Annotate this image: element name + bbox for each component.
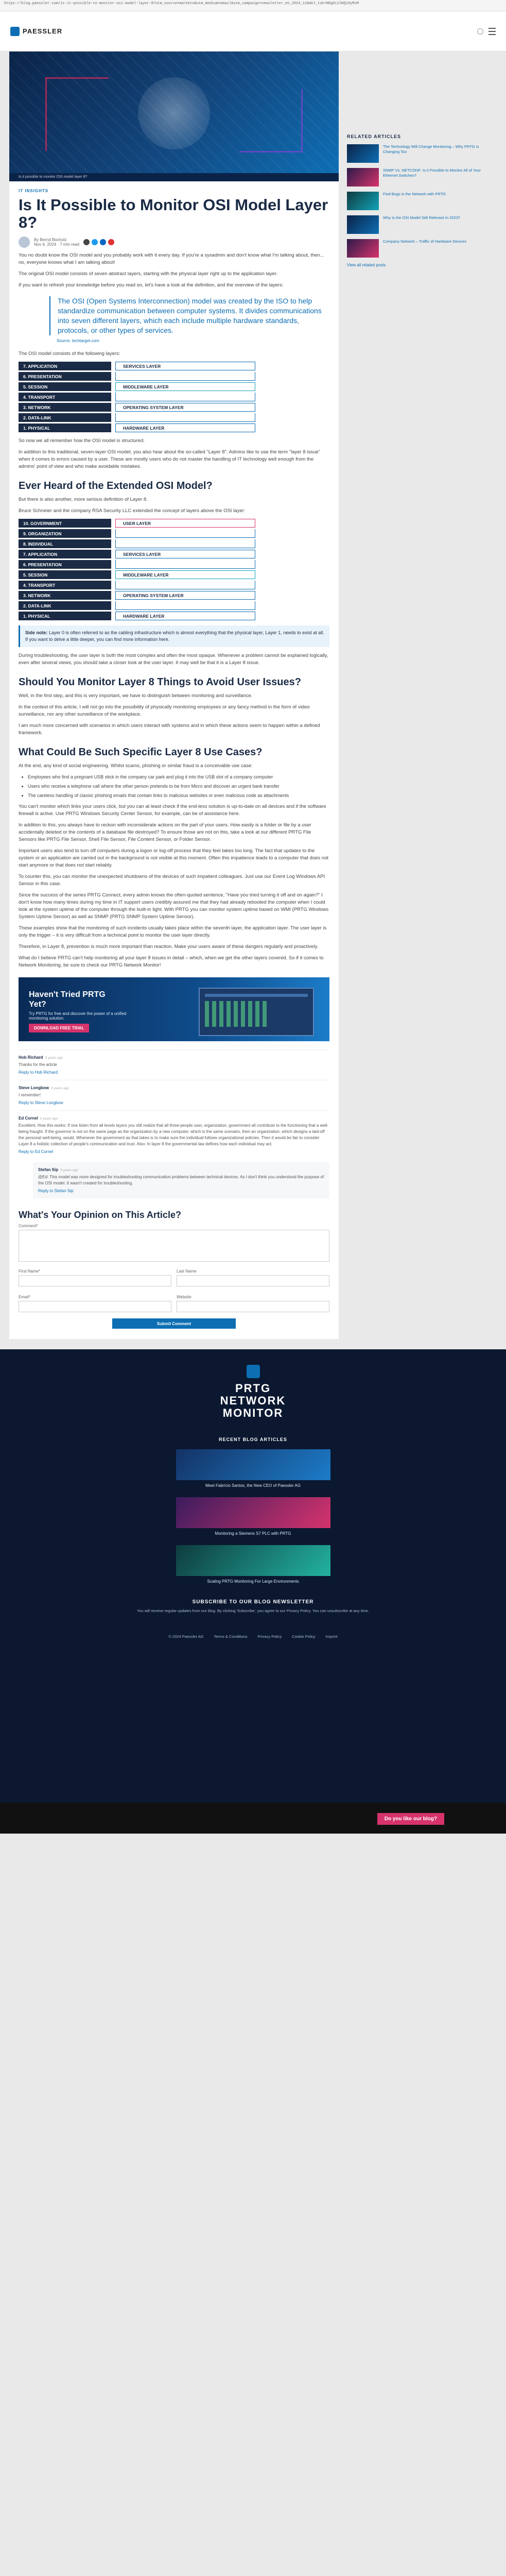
osi-layer-label: 1. PHYSICAL xyxy=(19,423,111,432)
copyright: © 2024 Paessler AG xyxy=(168,1634,204,1639)
monitor-paragraph: In the context of this article, I will not go into the possibility of physically monitoring employees or any fancy method in the form of video surveillance, nor any other surveillance of the workplace. xyxy=(19,704,310,717)
recent-post-title[interactable]: Scaling PRTG Monitoring For Large Environments xyxy=(207,1579,299,1584)
osi-row xyxy=(19,519,255,528)
related-article[interactable] xyxy=(347,144,496,163)
cta-bar xyxy=(0,1803,506,1834)
osi-group-label: HARDWARE LAYER xyxy=(115,423,255,432)
paessler-logo[interactable] xyxy=(10,27,62,36)
comment-form-title: What's Your Opinion on This Article? xyxy=(19,1210,181,1220)
header-actions xyxy=(477,28,496,35)
osi-group-label: MIDDLEWARE LAYER xyxy=(115,382,255,391)
use-cases-paragraph: Therefore, in Layer 8, prevention is much more important than reaction. Make your users aware of these dangers regularly and proactively. xyxy=(19,944,319,950)
osi-row xyxy=(19,362,255,370)
recent-post[interactable] xyxy=(176,1497,330,1536)
recent-post-title[interactable]: Monitoring a Siemens S7 PLC with PRTG xyxy=(215,1531,291,1536)
comment-time: 3 years ago xyxy=(40,1117,58,1121)
side-note-label: Side note: xyxy=(25,630,48,635)
subscribe-text: You will receive regular updates from our blog. By clicking 'Subscribe', you agree to our Privacy Policy. You can unsubscribe at any time. xyxy=(136,1608,369,1613)
use-cases-paragraph: What do I believe PRTG can't help monitoring all your layer 8 issues in detail – which, when we get the other layers covered. So if it comes to Network Monitoring, be sure to check our PRTG Network Monitor! xyxy=(19,955,324,968)
osi-group-label xyxy=(115,413,255,422)
use-cases-paragraph: These examples show that the monitoring of such incidents usually takes place within the seventh layer, the application layer. The user layer is only the trigger – it is very difficult from a technical point to monitor the user layer directly. xyxy=(19,925,327,938)
footer-links xyxy=(0,1634,506,1639)
article xyxy=(9,52,339,1339)
osi-group-label: OPERATING SYSTEM LAYER xyxy=(115,403,255,412)
view-all-related-link[interactable]: View all related posts xyxy=(347,263,386,267)
related-article-thumbnail xyxy=(347,168,379,187)
osi-row xyxy=(19,570,255,579)
related-article-title[interactable]: Company Network – Traffic of Hardware Devices xyxy=(383,239,467,244)
article-date: Nov 6, 2024 · 7 min read xyxy=(34,242,80,247)
related-article-title[interactable]: Find Bugs in the Network with PRTG xyxy=(383,192,446,196)
monitor-paragraph: Well, in the first step, and this is very important, we have to distinguish between monitoring and surveillance. xyxy=(19,693,253,699)
article-category[interactable]: IT INSIGHTS xyxy=(19,189,49,193)
comment-author xyxy=(19,1116,329,1121)
osi-group-label: USER LAYER xyxy=(115,519,255,528)
side-note-text: Layer 0 is often referred to as the cabling infrastructure which is almost everything that the physical layer, Layer 1, needs to exist at all. If you want to delve a little deeper, you can find more information here. xyxy=(25,630,324,642)
use-cases-list xyxy=(28,774,329,799)
submit-comment-button[interactable]: Submit Comment xyxy=(112,1318,236,1329)
last-name-label: Last Name xyxy=(177,1269,197,1274)
page-wrapper xyxy=(0,52,506,1339)
recent-post-thumbnail xyxy=(176,1545,330,1576)
share-icons xyxy=(83,239,114,245)
osi-layer-label: 3. NETWORK xyxy=(19,403,111,412)
menu-icon[interactable] xyxy=(488,28,496,35)
osi-layer-label: 3. NETWORK xyxy=(19,591,111,600)
comments-section xyxy=(19,1049,329,1198)
osi-intro: The OSI model consists of the following layers: xyxy=(19,351,120,357)
use-cases-heading: What Could Be Such Specific Layer 8 Use Cases? xyxy=(19,747,263,758)
related-article-thumbnail xyxy=(347,239,379,258)
intro-paragraph: The original OSI model consists of seven abstract layers, starting with the physical layer right up to the application layer. xyxy=(19,271,278,277)
comment-author-name: Stefan Sip xyxy=(38,1167,59,1172)
osi-layer-label: 9. ORGANIZATION xyxy=(19,529,111,538)
email-input[interactable] xyxy=(19,1301,171,1312)
hero-caption: Is it possible to monitor OSI model layer 8? xyxy=(9,173,339,181)
monitor-heading: Should You Monitor Layer 8 Things to Avoid User Issues? xyxy=(19,676,301,688)
comment-time: 3 years ago xyxy=(45,1056,63,1060)
download-trial-button[interactable]: DOWNLOAD FREE TRIAL xyxy=(29,1024,89,1032)
reply-link[interactable]: Reply to Hob Richard xyxy=(19,1070,58,1075)
use-cases-paragraph: At the end, any kind of social engineering. Whilst scams, phishing or similar fraud is a conceivable use case: xyxy=(19,763,253,769)
use-cases-paragraph: In addition to this, you always have to reckon with inconsiderate actions on the part of your users. How easily is a folder or file by a user accidentally deleted or the contents of a database file destroyed? To ensure those are not on this, take a look at our different PRTG File Sensors like PRTG File Sensor, Shell File Sensor, File Content Sensor, or Folder Sensor. xyxy=(19,822,311,842)
comment-author-name: Steve Longbow xyxy=(19,1086,49,1090)
related-article[interactable] xyxy=(347,192,496,210)
email-share-icon[interactable] xyxy=(83,239,90,245)
site-footer xyxy=(0,1349,506,1803)
extended-paragraph: But there is also another, more serious definition of Layer 8. xyxy=(19,497,148,502)
recent-post-thumbnail xyxy=(176,1449,330,1480)
footer-logo-line: MONITOR xyxy=(222,1406,284,1419)
prtg-logo-icon xyxy=(247,1365,260,1378)
comment-form-fields xyxy=(19,1266,329,1312)
twitter-share-icon[interactable] xyxy=(92,239,98,245)
osi-group-label xyxy=(115,581,255,589)
author-avatar xyxy=(19,236,30,248)
banner-subtitle: Try PRTG for free and discover the power of a unified monitoring solution. xyxy=(29,1011,127,1021)
website-label: Website xyxy=(177,1295,191,1299)
recent-post-title[interactable]: Meet Fabrício Santos, the New CEO of Paessler AG xyxy=(205,1483,301,1488)
sidebar xyxy=(347,52,496,1339)
reply-link[interactable]: Reply to Stefan Sip xyxy=(38,1189,74,1193)
comment-time: 3 years ago xyxy=(60,1168,78,1172)
reply-link[interactable]: Reply to Ed Cornel xyxy=(19,1149,54,1154)
osi-row xyxy=(19,393,255,401)
site-header xyxy=(0,11,506,52)
related-article-title[interactable]: SNMP Vs. NETCONF: Is it Possible to Monitor All of Your Ethernet Switches? xyxy=(383,168,481,178)
recent-post[interactable] xyxy=(176,1449,330,1488)
paessler-logo-icon xyxy=(10,27,20,36)
author-row xyxy=(19,236,329,248)
comment-body: Thanks for the article xyxy=(19,1062,57,1067)
recent-post[interactable] xyxy=(176,1545,330,1584)
side-note xyxy=(19,625,329,647)
osi-group-label xyxy=(115,529,255,538)
osi-row xyxy=(19,550,255,558)
osi-row xyxy=(19,413,255,422)
linkedin-share-icon[interactable] xyxy=(100,239,106,245)
list-item: • Employees who find a pregnant USB stick in the company car park and plug it into the USB slot of a company computer xyxy=(28,774,329,781)
osi-group-label: MIDDLEWARE LAYER xyxy=(115,570,255,579)
osi-group-label: HARDWARE LAYER xyxy=(115,612,255,620)
monitor-paragraph: I am much more concerned with scenarios in which users interact with systems and in which these actions seem to happen within a defined framework. xyxy=(19,723,320,736)
comment-body: @Ed: This model was more designed for troubleshooting communication problems between technical devices. As I don't think you understood the purpose of the OSI model. It wasn't created for troubleshooting. xyxy=(38,1175,324,1185)
related-article[interactable] xyxy=(347,168,496,187)
comment-textarea[interactable] xyxy=(19,1230,329,1262)
comment-author xyxy=(19,1055,329,1060)
osi-group-label xyxy=(115,560,255,569)
first-name-input[interactable] xyxy=(19,1275,171,1286)
subscribe-title: SUBSCRIBE TO OUR BLOG NEWSLETTER xyxy=(192,1599,314,1605)
osi-group-label: SERVICES LAYER xyxy=(115,362,255,370)
comment-label: Comment* xyxy=(19,1224,38,1228)
osi-row xyxy=(19,403,255,412)
imprint-link[interactable]: Imprint xyxy=(325,1634,338,1639)
osi-layer-label: 4. TRANSPORT xyxy=(19,581,111,589)
intro-paragraph: If you want to refresh your knowledge before you read on, let's have a look at the definition, and the overview of the layers: xyxy=(19,282,284,288)
osi-layer-label: 8. INDIVIDUAL xyxy=(19,539,111,548)
comment-author-name: Ed Cornel xyxy=(19,1116,38,1121)
list-item: • Users who receive a telephone call where the other person pretends to be from Micro and discover an urgent bank transfer xyxy=(28,783,329,790)
intro-paragraph: You no doubt know the OSI model and you probably work with it every day. If you're a sysadmin and don't know what I'm talking about, then... no, everyone knows what I am talking about! xyxy=(19,252,324,265)
pull-quote: The OSI (Open Systems Interconnection) model was created by the ISO to help standardize communication between computer systems. It divides communications into seven different layers, which each include multiple hardware standards, protocols, or other types of services. xyxy=(49,296,329,335)
osi-row xyxy=(19,601,255,610)
osi-row xyxy=(19,612,255,620)
comment xyxy=(19,1080,329,1110)
osi-layer-label: 5. SESSION xyxy=(19,382,111,391)
comment-author xyxy=(38,1167,324,1172)
author-name[interactable]: By Bernd Bocholz xyxy=(34,238,67,242)
osi-layer-label: 1. PHYSICAL xyxy=(19,612,111,620)
osi-row xyxy=(19,382,255,391)
footer-logo-line: NETWORK xyxy=(220,1394,286,1407)
pinterest-share-icon[interactable] xyxy=(108,239,114,245)
related-articles-title: RELATED ARTICLES xyxy=(347,134,401,139)
email-label: Email* xyxy=(19,1295,31,1299)
osi-row xyxy=(19,591,255,600)
comment-body: I remember! xyxy=(19,1093,41,1097)
search-icon[interactable] xyxy=(477,28,483,35)
osi-group-label: SERVICES LAYER xyxy=(115,550,255,558)
osi-group-label xyxy=(115,393,255,401)
osi-model-diagram xyxy=(19,362,255,432)
use-cases-paragraph: To counter this, you can monitor the unexpected shutdowns of the devices of such impatient colleagues. Just use our Event Log Windows API Sensor in this case. xyxy=(19,874,325,887)
osi-layer-label: 5. SESSION xyxy=(19,570,111,579)
osi-layer-label: 2. DATA-LINK xyxy=(19,601,111,610)
browser-url-bar[interactable]: https://blog.paessler.com/is-it-possible-to-monitor-osi-model-layer-8?utm_source=marketo&utm_medium=email&utm_campaign=newsletter_en_2024_11&mkt_tok=NDg5LUlWQi0yMzM xyxy=(0,0,506,11)
troubleshoot-paragraph: During troubleshooting, the user layer is both the most complex and often the most opaque. Whenever a problem cannot be explained logically, even after several views, you should take a closer look at the user layer. It may well be that it is a Layer 8 issue. xyxy=(19,653,328,666)
list-item: • The careless handling of classic phishing emails that contain links to malicious websites or even malicious code as attachments xyxy=(28,792,329,799)
extended-osi-heading: Ever Heard of the Extended OSI Model? xyxy=(19,480,213,492)
extended-osi-diagram xyxy=(19,519,255,620)
osi-row xyxy=(19,372,255,381)
last-name-input[interactable] xyxy=(177,1275,329,1286)
comment-author-name: Hob Richard xyxy=(19,1055,43,1060)
terms-link[interactable]: Terms & Conditions xyxy=(214,1634,248,1639)
comment xyxy=(19,1049,329,1080)
comment xyxy=(33,1162,329,1198)
banner-title: Haven't Tried PRTG Yet? xyxy=(29,990,106,1009)
related-article-thumbnail xyxy=(347,215,379,234)
prtg-trial-banner[interactable] xyxy=(19,977,329,1041)
comment xyxy=(19,1110,329,1159)
related-article[interactable] xyxy=(347,215,496,234)
hero-image xyxy=(9,52,339,173)
osi-layer-label: 2. DATA-LINK xyxy=(19,413,111,422)
related-article[interactable] xyxy=(347,239,496,258)
comment-time: 3 years ago xyxy=(51,1087,69,1090)
prtg-screenshot-image xyxy=(199,988,314,1036)
osi-group-label xyxy=(115,601,255,610)
use-cases-paragraph: Important users also tend to turn off computers during a logon or log-off process that they feel takes too long. The fact that updates to the system or an application are carried out in the background is not visible at this moment. Often this impatience leads to a computer that does not start anymore or that does not start reliably. xyxy=(19,848,328,868)
recent-articles-title: RECENT BLOG ARTICLES xyxy=(219,1437,287,1442)
recent-post-thumbnail xyxy=(176,1497,330,1528)
website-input[interactable] xyxy=(177,1301,329,1312)
related-article-title[interactable]: Why Is the OSI Model Still Relevant In 2023? xyxy=(383,215,461,220)
use-cases-paragraph: Since the success of the series PRTG Connect, every admin knows the often-quoted sentence, "Have you tried turning it off and on again?" I don't know how many times during my time in IT support users credibly assured me that they had already rebooted the computer when I could look at the system uptime of the computer through the built-in light. With PRTG you can monitor system uptime based on WMI (PRTG Windows System Uptime Sensor) as well as SNMP (PRTG SNMP System Uptime Sensor). xyxy=(19,892,329,920)
related-article-thumbnail xyxy=(347,192,379,210)
osi-group-label xyxy=(115,372,255,381)
osi-layer-label: 6. PRESENTATION xyxy=(19,372,111,381)
quote-source[interactable]: Source: techtarget.com xyxy=(57,338,99,343)
related-article-thumbnail xyxy=(347,144,379,163)
osi-row xyxy=(19,560,255,569)
related-article-title[interactable]: The Technology Will Change Monitoring – Why PRTG Is Changing Too xyxy=(383,144,479,154)
comment-author xyxy=(19,1086,329,1090)
osi-row xyxy=(19,423,255,432)
osi-layer-label: 4. TRANSPORT xyxy=(19,393,111,401)
osi-layer-label: 7. APPLICATION xyxy=(19,550,111,558)
osi-row xyxy=(19,539,255,548)
osi-group-label: OPERATING SYSTEM LAYER xyxy=(115,591,255,600)
layer8-paragraph: In addition to this traditional, seven-layer OSI model, you also hear about the so-called "Layer 8". Admins like to use the term "layer 8 issue" when it comes to errors caused by a user. These are mostly users who do not master the handling of IT technology well enough from the admins' point of view and who make avoidable mistakes. xyxy=(19,449,320,469)
reply-link[interactable]: Reply to Steve Longbow xyxy=(19,1100,63,1105)
use-cases-paragraph: You can't monitor which links your users click, but you can at least check if the end-less solution is up-to-date on all devices and if the software firewall is active. Use PRTG Windows Security Center Sensor, for example, can be of assistance here. xyxy=(19,804,326,817)
privacy-link[interactable]: Privacy Policy xyxy=(257,1634,282,1639)
comment-body: Excellent. How this works: If one listen from all levels layers you still realize that all three-people user, organization, government all contribute to the functioning that a well-being fraught. If the governor is not on the same page as the organization by a new computer, which is the same scenario, then an organization, which designs a laid-off the personal well-being, would. Whenever the government as that takes is to make sure the individual follows organizational policies. Then it would be fair to consider Layer 8 a holistic collection of people's communication and trust. Also: In layer 8 the governmental law defines how each individual may act. xyxy=(19,1123,329,1146)
osi-layer-label: 10. GOVERNMENT xyxy=(19,519,111,528)
osi-group-label xyxy=(115,539,255,548)
extended-paragraph: Bruce Schneier and the company RSA Security LLC extended the concept of layers above the OSI layer: xyxy=(19,508,246,514)
osi-layer-label: 7. APPLICATION xyxy=(19,362,111,370)
cookie-link[interactable]: Cookie Policy xyxy=(292,1634,316,1639)
osi-layer-label: 6. PRESENTATION xyxy=(19,560,111,569)
first-name-label: First Name* xyxy=(19,1269,41,1274)
osi-row xyxy=(19,529,255,538)
prtg-footer-logo[interactable] xyxy=(0,1365,506,1419)
osi-row xyxy=(19,581,255,589)
logo-text: PAESSLER xyxy=(23,27,63,35)
osi-outro: So now we all remember how the OSI model is structured. xyxy=(19,438,145,444)
feedback-button[interactable]: Do you like our blog? xyxy=(377,1813,444,1825)
footer-logo-line: PRTG xyxy=(235,1382,271,1395)
article-title: Is It Possible to Monitor OSI Model Layer 8? xyxy=(19,196,328,231)
